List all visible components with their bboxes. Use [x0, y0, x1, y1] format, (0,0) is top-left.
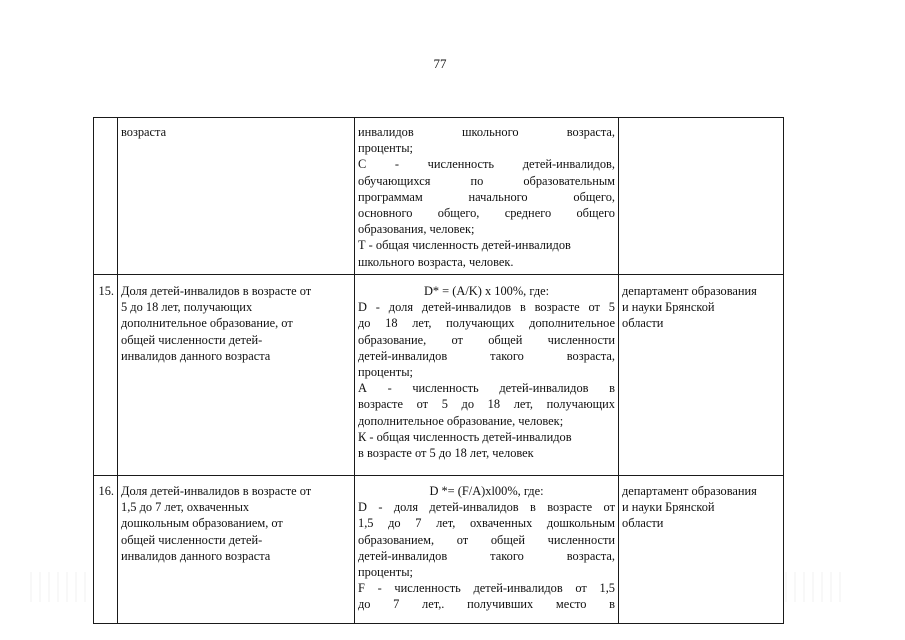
page-number: 77 [433, 56, 447, 71]
formula-line: А - численность детей-инвалидов в [358, 381, 615, 396]
formula-line: образованием, от общей численности [358, 532, 615, 547]
responsible-dept-line: департамент образования [622, 484, 757, 498]
responsible-dept-cell [619, 476, 784, 624]
formula-line: проценты; [358, 565, 413, 580]
formula-line: до 18 лет, получающих дополнительное [358, 316, 615, 331]
formula-line: С - численность детей-инвалидов, [358, 157, 615, 172]
indicator-name-line: Доля детей-инвалидов в возрасте от [121, 284, 312, 298]
indicator-name-line: общей численности детей- [121, 332, 263, 347]
formula-cell [355, 118, 619, 275]
responsible-dept-line: департамент образования [622, 284, 757, 298]
responsible-dept-cell [619, 118, 784, 275]
formula-line: школьного возраста, человек. [358, 254, 514, 269]
indicator-name-line: возраста [121, 125, 167, 139]
formula-line: 1,5 до 7 лет, охваченных дошкольным [358, 516, 615, 531]
responsible-dept-line: области [622, 316, 664, 331]
formula-line: D - доля детей-инвалидов в возрасте от 5 [358, 300, 615, 315]
indicator-name-cell [118, 476, 355, 624]
formula-line: К - общая численность детей-инвалидов [358, 429, 572, 444]
formula-cell [355, 476, 619, 624]
formula-line: образования, человек; [358, 222, 475, 237]
formula-line: детей-инвалидов такого возраста, [358, 548, 615, 563]
formula-line: до 7 лет,. получивших место в [358, 597, 615, 612]
table-row [94, 118, 784, 275]
row-number [94, 118, 118, 275]
formula-title: D *= (F/A)xl00%, где: [429, 484, 544, 498]
responsible-dept-line: и науки Брянской [622, 500, 715, 515]
formula-line: программам начального общего, [358, 189, 615, 204]
indicator-name-line: дошкольным образованием, от [121, 516, 283, 531]
indicator-name-line: 5 до 18 лет, получающих [121, 300, 253, 315]
formula-line: инвалидов школьного возраста, [358, 125, 615, 139]
indicator-name-line: общей численности детей- [121, 532, 263, 547]
table-row [94, 275, 784, 476]
formula-line: проценты; [358, 365, 413, 380]
formula-line: возрасте от 5 до 18 лет, получающих [358, 397, 615, 412]
formula-line: проценты; [358, 141, 413, 156]
indicator-name-line: 1,5 до 7 лет, охваченных [121, 500, 250, 515]
formula-line: основного общего, среднего общего [358, 206, 615, 221]
formula-line: F - численность детей-инвалидов от 1,5 [358, 581, 615, 596]
indicator-name-line: Доля детей-инвалидов в возрасте от [121, 484, 312, 498]
table-row [94, 476, 784, 624]
row-number: 15. [94, 275, 118, 476]
formula-line: дополнительное образование, человек; [358, 413, 564, 428]
row-number: 16. [94, 476, 118, 624]
formula-cell [355, 275, 619, 476]
indicator-name-cell [118, 275, 355, 476]
indicator-name-line: инвалидов данного возраста [121, 548, 271, 563]
scan-artifact [30, 572, 90, 602]
indicator-name-cell [118, 118, 355, 275]
formula-line: обучающихся по образовательным [358, 173, 615, 188]
responsible-dept-line: и науки Брянской [622, 300, 715, 315]
formula-line: D - доля детей-инвалидов в возрасте от [358, 500, 615, 515]
responsible-dept-cell [619, 275, 784, 476]
formula-line: Т - общая численность детей-инвалидов [358, 238, 571, 253]
indicator-name-line: инвалидов данного возраста [121, 348, 271, 363]
formula-line: в возрасте от 5 до 18 лет, человек [358, 446, 534, 461]
formula-title: D* = (A/K) x 100%, где: [423, 284, 550, 298]
responsible-dept-line: области [622, 516, 664, 531]
formula-line: образование, от общей численности [358, 332, 615, 347]
indicator-name-line: дополнительное образование, от [121, 316, 293, 331]
indicators-table [93, 117, 784, 624]
scan-artifact [785, 572, 845, 602]
formula-line: детей-инвалидов такого возраста, [358, 348, 615, 363]
